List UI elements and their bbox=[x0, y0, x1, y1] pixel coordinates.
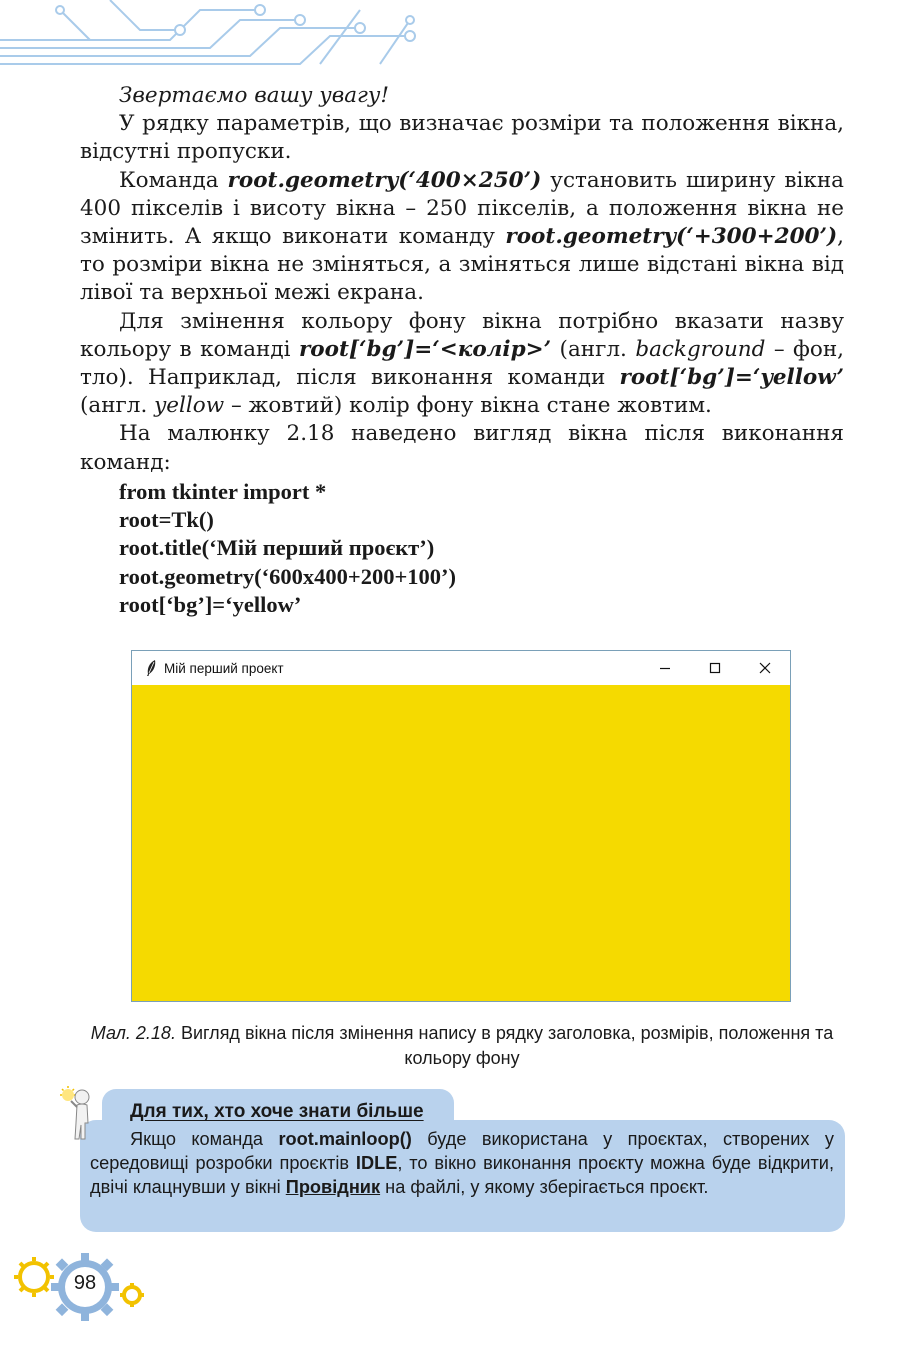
note-title: Для тих, хто хоче знати більше bbox=[130, 1101, 424, 1122]
caption-text: Вигляд вікна після змінення напису в рядку заголовка, розмірів, положення та кольору фону bbox=[175, 1023, 834, 1068]
maximize-icon bbox=[709, 662, 721, 674]
code-line: root[‘bg’]=‘yellow’ bbox=[119, 591, 302, 617]
note-bold-idle: IDLE bbox=[355, 1153, 398, 1174]
window-titlebar[interactable] bbox=[132, 651, 790, 685]
p3-text-e: – жовтий) колір фону вікна стане жовтим. bbox=[224, 393, 712, 419]
maximize-button[interactable] bbox=[690, 651, 740, 685]
note-text-2: буде використана у проєктах, створених у середовищі розробки проєктів bbox=[90, 1129, 834, 1174]
note-text-3: , то вікно виконання проєкту можна буде відкрити, двічі клацнувши у вікні bbox=[90, 1153, 834, 1198]
p3-command-2: root[‘bg’]=‘yellow’ bbox=[619, 365, 844, 391]
code-line: root=Tk() bbox=[119, 507, 214, 533]
window-title: Мій перший проект bbox=[164, 660, 284, 676]
note-bold-explorer: Провідник bbox=[285, 1177, 381, 1198]
note-text bbox=[90, 1127, 834, 1200]
p2-command-1: root.geometry(‘400×250’) bbox=[227, 167, 542, 193]
circuit-decoration bbox=[0, 0, 430, 72]
p2-text-a: Команда bbox=[119, 167, 228, 193]
minimize-button[interactable] bbox=[640, 651, 690, 685]
note-text-4: на файлі, у якому зберігається проєкт. bbox=[380, 1177, 709, 1198]
body-text bbox=[80, 82, 844, 477]
window-canvas[interactable] bbox=[132, 685, 790, 1001]
tk-window bbox=[131, 650, 791, 1002]
feather-icon bbox=[138, 659, 164, 677]
code-block bbox=[119, 478, 456, 619]
code-line: root.geometry(‘600x400+200+100’) bbox=[119, 563, 457, 589]
paragraph-3 bbox=[80, 308, 844, 421]
page-number: 98 bbox=[73, 1272, 97, 1294]
close-button[interactable] bbox=[740, 651, 790, 685]
note-text-1: Якщо команда bbox=[130, 1129, 279, 1149]
caption-label: Мал. 2.18. bbox=[90, 1023, 176, 1043]
p2-command-2: root.geometry(‘+300+200’) bbox=[505, 224, 838, 250]
p3-text-d: (англ. bbox=[80, 393, 155, 419]
p3-english-1: background bbox=[635, 336, 766, 362]
paragraph-4: На малюнку 2.18 наведено вигляд вікна після виконання команд: bbox=[80, 421, 844, 475]
p3-command-1: root[‘bg’]=‘<колір>’ bbox=[298, 336, 552, 362]
code-line: from tkinter import * bbox=[119, 479, 327, 504]
attention-line: Звертаємо вашу увагу! bbox=[119, 83, 390, 108]
code-line: root.title(‘Мій перший проєкт’) bbox=[119, 535, 435, 561]
note-bold-mainloop: root.mainloop() bbox=[278, 1129, 412, 1149]
p2-text-b: установить ширину вікна 400 пікселів і висоту вікна – 250 пікселів, а положення вікна не змінить. А якщо виконати команду bbox=[80, 167, 844, 250]
p3-english-2: yellow bbox=[154, 393, 225, 419]
p3-text-b: (англ. bbox=[551, 336, 636, 362]
paragraph-1: У рядку параметрів, що визначає розміри та положення вікна, відсутні пропуски. bbox=[80, 111, 844, 165]
minimize-icon bbox=[659, 662, 671, 674]
figure-caption bbox=[80, 1021, 844, 1071]
close-icon bbox=[759, 662, 771, 674]
paragraph-2 bbox=[80, 167, 844, 308]
p3-text-c: – фон, тло). Наприклад, після виконання команди bbox=[80, 336, 844, 391]
p2-text-c: , то розміри вікна не зміняться, а зміняться лише відстані вікна від лівої та верхньої межі екрана. bbox=[80, 224, 844, 306]
p3-text-a: Для змінення кольору фону вікна потрібно вказати назву кольору в команді bbox=[80, 308, 844, 362]
